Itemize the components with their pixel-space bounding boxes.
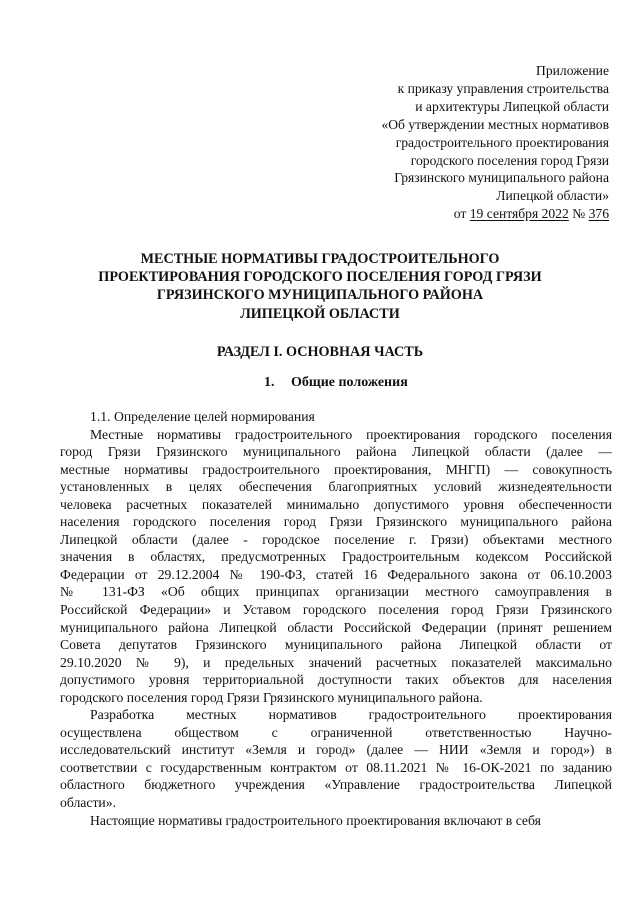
text-line: Российской Федерации» и Уставом городского поселения город Грязи Грязинского: [60, 602, 612, 618]
date-prefix: от: [453, 206, 470, 222]
text-line: городского поселения город Грязи Грязинского муниципального района.: [60, 689, 483, 705]
text-line: установленных в целях обеспечения благоприятных условий жизнедеятельности: [60, 479, 612, 495]
appendix-line: Приложение: [536, 63, 609, 78]
text-line: Местные нормативы градостроительного проектирования городского поселения: [90, 426, 612, 442]
text-line: Настоящие нормативы градостроительного проектирования включают в себя: [90, 812, 541, 828]
title-line: ГРЯЗИНСКОГО МУНИЦИПАЛЬНОГО РАЙОНА: [156, 287, 484, 304]
text-line: Липецкой области (далее - городское поселение г. Грязи) объектами местного: [60, 531, 612, 547]
order-date: 19 сентября 2022: [469, 206, 569, 222]
text-line: местные нормативы градостроительного проектирования, МНГП) — совокупность: [60, 461, 612, 477]
appendix-line: Грязинского муниципального района: [394, 170, 609, 186]
text-line: Совета депутатов Грязинского муниципального района Липецкой области от: [60, 637, 612, 653]
text-line: Разработка местных нормативов градостроительного проектирования: [90, 707, 612, 723]
document-title: [60, 250, 580, 323]
text-line: человека расчетных показателей минимально допустимого уровня обеспеченности: [60, 496, 612, 512]
order-date-line: [381, 205, 609, 223]
text-line: соответствии с государственным контрактом от 08.11.2021 № 16-ОК-2021 по заданию: [60, 759, 612, 775]
text-line: допустимого уровня территориальной доступности таких объектов для населения: [60, 672, 612, 688]
text-line: № 131-ФЗ «Об общих принципах организации местного самоуправления в: [60, 584, 612, 600]
title-line: МЕСТНЫЕ НОРМАТИВЫ ГРАДОСТРОИТЕЛЬНОГО: [140, 251, 500, 267]
appendix-line: градостроительного проектирования: [395, 134, 609, 150]
title-line: ПРОЕКТИРОВАНИЯ ГОРОДСКОГО ПОСЕЛЕНИЯ ГОРОД ГРЯЗИ: [98, 269, 542, 286]
subsection-title: Общие положения: [291, 375, 408, 390]
appendix-block: [381, 62, 609, 223]
title-line: ЛИПЕЦКОЙ ОБЛАСТИ: [240, 305, 400, 322]
body-text: [60, 408, 612, 829]
text-line: 29.10.2020 № 9), и предельных значений расчетных показателей максимально: [60, 654, 612, 670]
number-sign: №: [568, 206, 589, 222]
text-line: значения в областях, предусмотренных Градостроительным кодексом Российской: [60, 549, 612, 565]
text-line: области».: [60, 795, 117, 811]
text-line: осуществлена обществом с ограниченной ответственностью Научно-: [60, 724, 612, 740]
appendix-line: «Об утверждении местных нормативов: [381, 116, 609, 132]
text-line: областного бюджетного учреждения «Управление градостроительства Липецкой: [60, 777, 612, 793]
text-line: город Грязи Грязинского муниципального района Липецкой области (далее —: [60, 444, 612, 460]
text-line: Федерации от 29.12.2004 № 190-ФЗ, статей 16 Федерального закона от 06.10.2003: [60, 566, 612, 582]
appendix-line: Липецкой области»: [496, 188, 609, 204]
order-number: 376: [588, 206, 609, 222]
appendix-line: и архитектуры Липецкой области: [415, 98, 609, 114]
appendix-line: к приказу управления строительства: [397, 80, 609, 96]
section-heading: РАЗДЕЛ I. ОСНОВНАЯ ЧАСТЬ: [216, 344, 424, 360]
paragraph-heading: 1.1. Определение целей нормирования: [90, 409, 315, 424]
text-line: населения городского поселения город Грязи Грязинского муниципального района: [60, 514, 612, 530]
text-line: муниципального района Липецкой области Российской Федерации (принят решением: [60, 619, 612, 635]
appendix-line: городского поселения город Грязи: [410, 152, 609, 168]
text-line: исследовательский институт «Земля и город» (далее — НИИ «Земля и город») в: [60, 742, 612, 758]
subsection-number: 1.: [264, 375, 275, 390]
